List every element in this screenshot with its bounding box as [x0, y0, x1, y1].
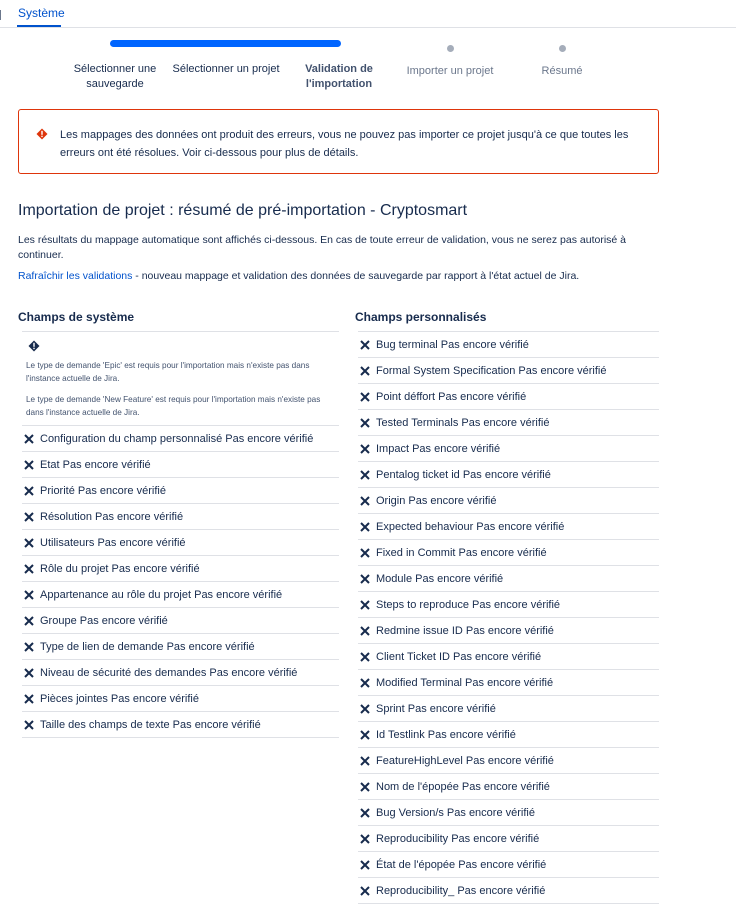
x-icon: [358, 780, 372, 794]
field-status: Configuration du champ personnalisé Pas encore vérifié: [40, 432, 314, 445]
system-fields-list: [22, 426, 339, 738]
x-icon: [358, 416, 372, 430]
x-icon: [22, 588, 36, 602]
list-item: [22, 686, 339, 712]
x-icon: [22, 432, 36, 446]
field-status: Utilisateurs Pas encore vérifié: [40, 536, 186, 549]
x-icon: [22, 640, 36, 654]
x-icon: [358, 624, 372, 638]
error-message: Les mappages des données ont produit des erreurs, vous ne pouvez pas importer ce projet jusqu'à ce que toutes les erreurs ont été résolues. Voir ci-dessous pour plus de détails.: [60, 129, 629, 159]
field-status: Modified Terminal Pas encore vérifié: [376, 676, 554, 689]
field-status: Client Ticket ID Pas encore vérifié: [376, 650, 542, 663]
x-icon: [358, 572, 372, 586]
x-icon: [358, 468, 372, 482]
field-status: État de l'épopée Pas encore vérifié: [376, 858, 547, 871]
x-icon: [22, 536, 36, 550]
list-item: [22, 712, 339, 738]
x-icon: [358, 728, 372, 742]
top-nav: [0, 0, 736, 28]
x-icon: [358, 442, 372, 456]
field-status: Bug terminal Pas encore vérifié: [376, 338, 529, 351]
x-icon: [22, 718, 36, 732]
field-status: Niveau de sécurité des demandes Pas encore vérifié: [40, 666, 298, 679]
x-icon: [22, 614, 36, 628]
wizard-step-label: Importer un projet: [406, 65, 494, 77]
list-item: [22, 452, 339, 478]
refresh-validations-link[interactable]: Rafraîchir les validations: [18, 270, 133, 282]
list-item: [358, 514, 659, 540]
field-status: Redmine issue ID Pas encore vérifié: [376, 624, 554, 637]
x-icon: [22, 510, 36, 524]
field-status: Rôle du projet Pas encore vérifié: [40, 562, 200, 575]
wizard-step-label: Validation de l'importation: [305, 63, 373, 90]
x-icon: [358, 806, 372, 820]
list-item: [358, 358, 659, 384]
list-item: [22, 504, 339, 530]
x-icon: [358, 650, 372, 664]
list-item: [358, 436, 659, 462]
list-item: [358, 618, 659, 644]
field-status: Reproducibility_ Pas encore vérifié: [376, 884, 546, 897]
wizard-step-select-project: [161, 40, 291, 77]
list-item: [358, 410, 659, 436]
list-item: [358, 774, 659, 800]
field-status: Formal System Specification Pas encore vérifié: [376, 364, 607, 377]
list-item: [22, 530, 339, 556]
nav-edge: [0, 10, 1, 20]
x-icon: [358, 754, 372, 768]
list-item: [358, 566, 659, 592]
field-status: Sprint Pas encore vérifié: [376, 702, 496, 715]
x-icon: [358, 676, 372, 690]
error-icon: [36, 128, 48, 140]
x-icon: [358, 858, 372, 872]
list-item: [358, 748, 659, 774]
list-item: [358, 540, 659, 566]
wizard-step-import-project: [385, 40, 515, 79]
tab-systeme[interactable]: Système: [18, 6, 65, 20]
wizard-step-summary: [497, 40, 627, 79]
field-status: Expected behaviour Pas encore vérifié: [376, 520, 565, 533]
list-item: [358, 644, 659, 670]
wizard-step-label: Sélectionner une sauvegarde: [73, 63, 157, 90]
x-icon: [358, 364, 372, 378]
list-item: [22, 556, 339, 582]
list-item: [22, 426, 339, 452]
system-fields-title: Champs de système: [18, 310, 135, 324]
list-item: [22, 478, 339, 504]
warning-icon: [28, 340, 40, 352]
x-icon: [358, 390, 372, 404]
page-title: Importation de projet : résumé de pré-importation - Cryptosmart: [18, 202, 468, 219]
active-tab-indicator: [17, 25, 61, 27]
field-status: Etat Pas encore vérifié: [40, 458, 151, 471]
list-item: [358, 826, 659, 852]
refresh-description: - nouveau mappage et validation des données de sauvegarde par rapport à l'état actuel de Jira.: [132, 270, 580, 282]
list-item: [358, 696, 659, 722]
wizard-step-label: Sélectionner un projet: [172, 63, 280, 75]
field-status: Groupe Pas encore vérifié: [40, 614, 168, 627]
step-dot: [447, 45, 454, 52]
system-fields-warning: [22, 331, 339, 426]
x-icon: [358, 546, 372, 560]
field-status: Pièces jointes Pas encore vérifié: [40, 692, 199, 705]
custom-fields-title: Champs personnalisés: [355, 310, 487, 324]
field-status: Reproducibility Pas encore vérifié: [376, 832, 540, 845]
step-dot: [559, 45, 566, 52]
x-icon: [358, 832, 372, 846]
list-item: [22, 582, 339, 608]
field-status: Priorité Pas encore vérifié: [40, 484, 166, 497]
field-status: Impact Pas encore vérifié: [376, 442, 501, 455]
list-item: [358, 488, 659, 514]
progress-bar-segment: [161, 40, 291, 47]
list-item: [358, 462, 659, 488]
list-item: [358, 800, 659, 826]
field-status: Pentalog ticket id Pas encore vérifié: [376, 468, 551, 481]
field-status: Module Pas encore vérifié: [376, 572, 504, 585]
warning-text: Le type de demande 'Epic' est requis pour l'importation mais n'existe pas dans l'instance actuelle de Jira.: [26, 361, 310, 383]
list-item: [22, 608, 339, 634]
x-icon: [358, 494, 372, 508]
field-status: Taille des champs de texte Pas encore vérifié: [40, 718, 261, 731]
refresh-line: [18, 270, 579, 282]
field-status: Bug Version/s Pas encore vérifié: [376, 806, 535, 819]
field-status: Appartenance au rôle du projet Pas encore vérifié: [40, 588, 283, 601]
custom-fields-list: [358, 331, 659, 904]
list-item: [358, 878, 659, 904]
field-status: Tested Terminals Pas encore vérifié: [376, 416, 550, 429]
x-icon: [22, 562, 36, 576]
x-icon: [22, 484, 36, 498]
field-status: Id Testlink Pas encore vérifié: [376, 728, 516, 741]
x-icon: [358, 338, 372, 352]
progress-bar-segment: [274, 40, 341, 47]
x-icon: [358, 884, 372, 898]
wizard-step-label: Résumé: [541, 65, 583, 77]
x-icon: [358, 702, 372, 716]
field-status: Origin Pas encore vérifié: [376, 494, 497, 507]
intro-text: Les résultats du mappage automatique sont affichés ci-dessous. En cas de toute erreur de validation, vous ne serez pas autorisé à continuer.: [18, 234, 627, 261]
list-item: [358, 384, 659, 410]
list-item: [358, 852, 659, 878]
error-banner: [18, 109, 659, 174]
x-icon: [358, 520, 372, 534]
x-icon: [22, 458, 36, 472]
import-wizard-progress: [0, 40, 736, 110]
list-item: [358, 332, 659, 358]
list-item: [22, 634, 339, 660]
field-status: Point déffort Pas encore vérifié: [376, 390, 527, 403]
field-status: Steps to reproduce Pas encore vérifié: [376, 598, 561, 611]
field-status: Résolution Pas encore vérifié: [40, 510, 184, 523]
warning-text: Le type de demande 'New Feature' est requis pour l'importation mais n'existe pas dans l'instance actuelle de Jira.: [26, 395, 321, 417]
list-item: [358, 592, 659, 618]
field-status: Nom de l'épopée Pas encore vérifié: [376, 780, 550, 793]
list-item: [358, 722, 659, 748]
field-status: Type de lien de demande Pas encore vérifié: [40, 640, 255, 653]
list-item: [22, 660, 339, 686]
x-icon: [358, 598, 372, 612]
x-icon: [22, 692, 36, 706]
x-icon: [22, 666, 36, 680]
field-status: Fixed in Commit Pas encore vérifié: [376, 546, 547, 559]
field-status: FeatureHighLevel Pas encore vérifié: [376, 754, 554, 767]
list-item: [358, 670, 659, 696]
